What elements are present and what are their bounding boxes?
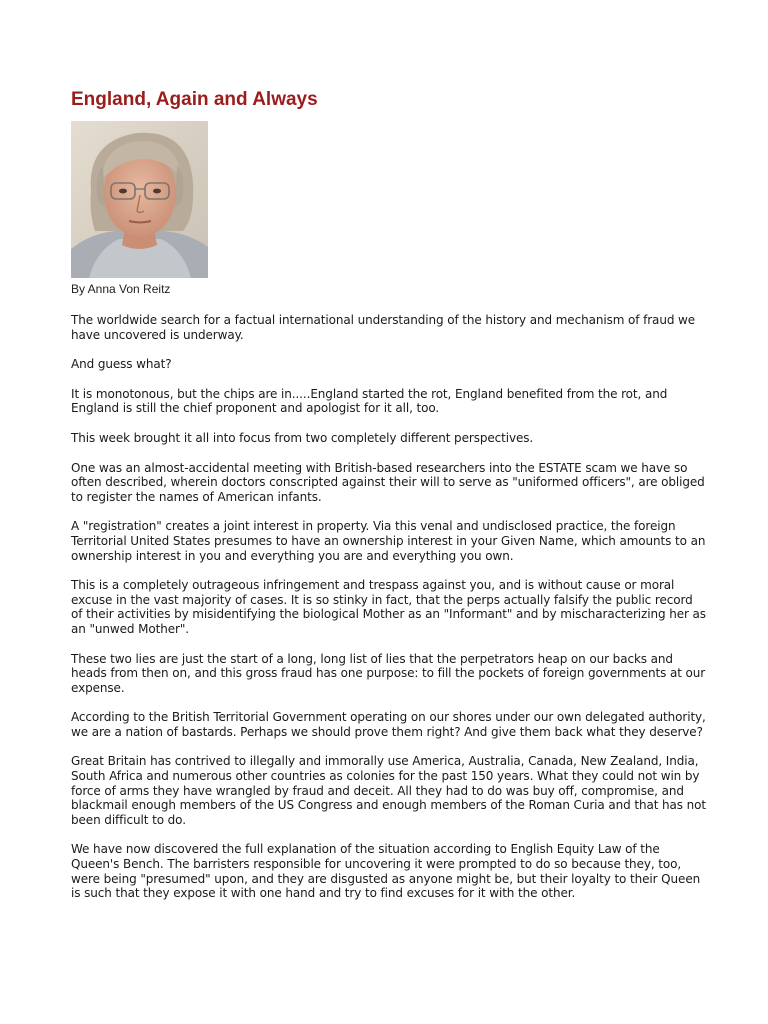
- author-photo: [71, 121, 208, 278]
- paragraph: It is monotonous, but the chips are in.....England started the rot, England benefited from the rot, and England is still the chief proponent and apologist for it all, too.: [71, 386, 668, 416]
- paragraph: We have now discovered the full explanation of the situation according to English Equity Law of the Queen's Bench. The barristers responsible for uncovering it were prompted to do so because they, too, were being "presumed" upon, and they are disgusted as anyone might be, but their loyalty to their Queen is such that they expose it with one hand and try to find excuses for it with the other.: [71, 842, 701, 901]
- paragraph: These two lies are just the start of a long, long list of lies that the perpetrators heap on our backs and heads from then on, and this gross fraud has one purpose: to fill the pockets of foreign governments at our expense.: [71, 651, 706, 695]
- paragraph: This week brought it all into focus from two completely different perspectives.: [71, 430, 534, 445]
- paragraph: A "registration" creates a joint interest in property. Via this venal and undisclosed practice, the foreign Territorial United States presumes to have an ownership interest in your Given Name, which amounts to an ownership interest in you and everything you are and everything you own.: [71, 519, 706, 563]
- article-body: [71, 313, 707, 916]
- paragraph: And guess what?: [71, 357, 172, 372]
- byline: By Anna Von Reitz: [71, 282, 171, 296]
- paragraph: Great Britain has contrived to illegally and immorally use America, Australia, Canada, New Zealand, India, South Africa and numerous other countries as colonies for the past 150 years. What they could not win by force of arms they have wrangled by fraud and deceit. All they had to do was buy off, compromise, and blackmail enough members of the US Congress and enough members of the Roman Curia and that has not been difficult to do.: [71, 754, 707, 827]
- paragraph: One was an almost-accidental meeting with British-based researchers into the ESTATE scam we have so often described, wherein doctors conscripted against their will to serve as "uniformed officers", are obliged to register the names of American infants.: [71, 460, 705, 504]
- paragraph: According to the British Territorial Government operating on our shores under our own delegated authority, we are a nation of bastards. Perhaps we should prove them right? And give them back what they deserve?: [71, 710, 706, 739]
- paragraph: The worldwide search for a factual international understanding of the history and mechanism of fraud we have uncovered is underway.: [71, 313, 696, 342]
- article-title: England, Again and Always: [71, 89, 318, 110]
- paragraph: This is a completely outrageous infringement and trespass against you, and is without cause or moral excuse in the vast majority of cases. It is so stinky in fact, that the perps actually falsify the public record of their activities by misidentifying the biological Mother as an "Informant" and by mischaracterizing her as an "unwed Mother".: [71, 578, 706, 636]
